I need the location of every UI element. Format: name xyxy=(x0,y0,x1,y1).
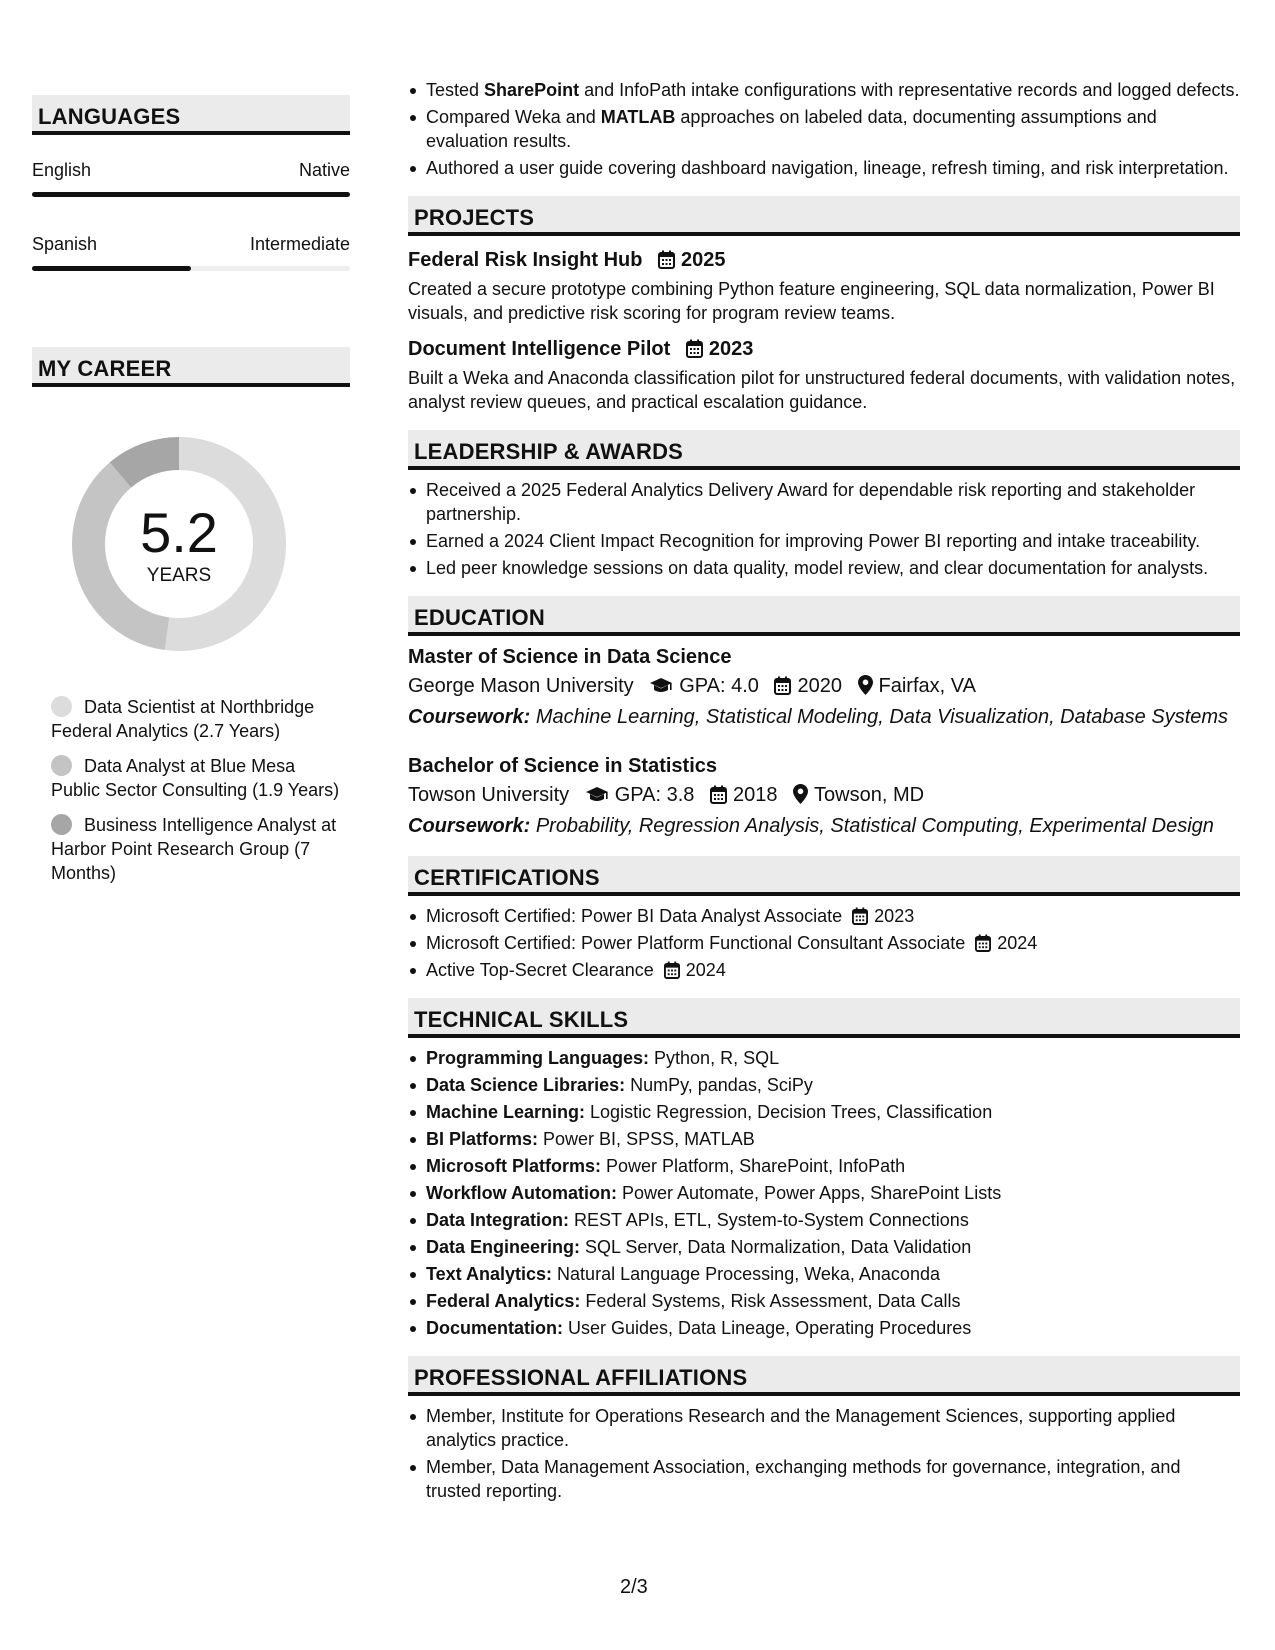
graduation-cap-icon xyxy=(585,786,609,804)
calendar-icon xyxy=(774,676,791,695)
projects-section xyxy=(408,196,1240,414)
skill-values: Power Platform, SharePoint, InfoPath xyxy=(601,1156,906,1176)
career-role-text: Data Analyst at Blue Mesa Public Sector Consulting (1.9 Years) xyxy=(51,756,340,800)
skill-values: NumPy, pandas, SciPy xyxy=(625,1075,813,1095)
languages-heading: LANGUAGES xyxy=(32,95,350,135)
career-total-years: 5.2 xyxy=(140,501,218,564)
certifications-list xyxy=(408,904,1240,982)
calendar-icon xyxy=(658,250,675,269)
certification-year: 2023 xyxy=(874,906,915,926)
skill-values: REST APIs, ETL, System-to-System Connections xyxy=(569,1210,969,1230)
education-heading: EDUCATION xyxy=(408,596,1240,636)
list-item xyxy=(408,958,1240,982)
skill-category: Workflow Automation: xyxy=(426,1183,617,1203)
project-item xyxy=(408,247,1240,325)
skill-item xyxy=(408,1181,1240,1205)
list-item: Earned a 2024 Client Impact Recognition for improving Power BI reporting and intake traceability. xyxy=(408,529,1240,553)
list-item xyxy=(408,904,1240,928)
map-pin-icon xyxy=(793,784,808,804)
skill-values: Natural Language Processing, Weka, Anaconda xyxy=(552,1264,940,1284)
skill-category: Microsoft Platforms: xyxy=(426,1156,602,1176)
graduation-year: 2020 xyxy=(797,675,842,697)
skill-item xyxy=(408,1235,1240,1259)
skills-section xyxy=(408,998,1240,1340)
degree-title: Bachelor of Science in Statistics xyxy=(408,755,717,777)
skill-item xyxy=(408,1316,1240,1340)
skill-item xyxy=(408,1154,1240,1178)
awards-list xyxy=(408,478,1240,580)
career-total-unit: YEARS xyxy=(146,565,212,586)
language-level: Native xyxy=(298,160,350,180)
language-item xyxy=(32,160,350,197)
education-section xyxy=(408,596,1240,840)
gpa: GPA: 3.8 xyxy=(614,784,695,806)
projects-heading: PROJECTS xyxy=(408,196,1240,236)
list-item: Compared Weka and MATLAB approaches on labeled data, documenting assumptions and evaluation results. xyxy=(408,105,1240,153)
skill-item xyxy=(408,1100,1240,1124)
skill-values: Power Automate, Power Apps, SharePoint Lists xyxy=(616,1183,1002,1203)
project-item xyxy=(408,336,1240,414)
skill-values: SQL Server, Data Normalization, Data Validation xyxy=(580,1237,972,1257)
calendar-icon xyxy=(664,961,680,979)
language-level: Intermediate xyxy=(249,234,350,254)
coursework-label: Coursework: xyxy=(408,815,531,837)
skills-list xyxy=(408,1046,1240,1340)
career-role-text: Business Intelligence Analyst at Harbor Point Research Group (7 Months) xyxy=(51,815,337,883)
page-number: 2/3 xyxy=(620,1576,648,1598)
calendar-icon xyxy=(686,339,703,358)
skill-category: Data Science Libraries: xyxy=(426,1075,626,1095)
map-pin-icon xyxy=(858,675,873,695)
school-location: Towson, MD xyxy=(814,784,925,806)
education-item xyxy=(408,753,1240,840)
experience-bullets xyxy=(408,78,1240,180)
certification-name: Active Top-Secret Clearance xyxy=(426,960,654,980)
skill-item xyxy=(408,1127,1240,1151)
skill-category: Data Integration: xyxy=(426,1210,570,1230)
skill-item xyxy=(408,1073,1240,1097)
legend-dot xyxy=(51,814,72,835)
career-legend-item xyxy=(51,754,341,802)
education-item xyxy=(408,644,1240,731)
affiliations-heading: PROFESSIONAL AFFILIATIONS xyxy=(408,1356,1240,1396)
list-item: Led peer knowledge sessions on data quality, model review, and clear documentation for analysts. xyxy=(408,556,1240,580)
project-year: 2025 xyxy=(681,249,726,271)
language-item xyxy=(32,234,350,271)
coursework: Probability, Regression Analysis, Statistical Computing, Experimental Design xyxy=(535,815,1214,837)
certification-name: Microsoft Certified: Power Platform Functional Consultant Associate xyxy=(426,933,966,953)
project-year: 2023 xyxy=(708,338,754,360)
project-description: Created a secure prototype combining Python feature engineering, SQL data normalization, Power BI visuals, and predictive risk scoring for program review teams. xyxy=(408,279,1215,323)
list-item: Authored a user guide covering dashboard navigation, lineage, refresh timing, and risk interpretation. xyxy=(408,156,1240,180)
list-item: Received a 2025 Federal Analytics Delivery Award for dependable risk reporting and stakeholder partnership. xyxy=(408,478,1240,526)
affiliations-list xyxy=(408,1404,1240,1503)
skill-category: Text Analytics: xyxy=(426,1264,553,1284)
list-item xyxy=(408,931,1240,955)
certification-year: 2024 xyxy=(685,960,726,980)
school-location: Fairfax, VA xyxy=(878,675,976,697)
skill-item xyxy=(408,1208,1240,1232)
legend-dot xyxy=(51,755,72,776)
calendar-icon xyxy=(710,785,727,804)
skill-values: User Guides, Data Lineage, Operating Procedures xyxy=(563,1318,972,1338)
calendar-icon xyxy=(975,934,991,952)
skill-category: BI Platforms: xyxy=(426,1129,539,1149)
career-role-text: Data Scientist at Northbridge Federal Analytics (2.7 Years) xyxy=(51,697,315,741)
language-name: English xyxy=(32,160,92,180)
certifications-section xyxy=(408,856,1240,982)
career-heading: MY CAREER xyxy=(32,347,350,387)
list-item: Member, Data Management Association, exchanging methods for governance, integration, and trusted reporting. xyxy=(408,1455,1240,1503)
school-name: George Mason University xyxy=(408,675,634,697)
language-bar xyxy=(32,192,350,197)
graduation-cap-icon xyxy=(649,677,673,695)
skill-item xyxy=(408,1289,1240,1313)
skill-category: Programming Languages: xyxy=(426,1048,650,1068)
degree-title: Master of Science in Data Science xyxy=(408,646,732,668)
language-bar-fill xyxy=(32,192,350,197)
skill-category: Data Engineering: xyxy=(426,1237,581,1257)
language-bar xyxy=(32,266,350,271)
calendar-icon xyxy=(852,907,868,925)
skill-values: Python, R, SQL xyxy=(649,1048,780,1068)
language-bar-fill xyxy=(32,266,191,271)
skill-values: Federal Systems, Risk Assessment, Data Calls xyxy=(580,1291,961,1311)
coursework: Machine Learning, Statistical Modeling, Data Visualization, Database Systems xyxy=(535,706,1229,728)
certification-name: Microsoft Certified: Power BI Data Analyst Associate xyxy=(426,906,843,926)
skill-category: Federal Analytics: xyxy=(426,1291,581,1311)
skill-item xyxy=(408,1046,1240,1070)
school-name: Towson University xyxy=(408,784,570,806)
career-legend xyxy=(51,695,341,885)
gpa: GPA: 4.0 xyxy=(679,675,759,697)
list-item: Tested SharePoint and InfoPath intake configurations with representative records and logged defects. xyxy=(408,78,1240,102)
legend-dot xyxy=(51,696,72,717)
project-title: Federal Risk Insight Hub xyxy=(408,249,643,271)
language-name: Spanish xyxy=(32,234,98,254)
skill-values: Logistic Regression, Decision Trees, Classification xyxy=(585,1102,993,1122)
certifications-heading: CERTIFICATIONS xyxy=(408,856,1240,896)
left-column xyxy=(32,95,350,896)
affiliations-section xyxy=(408,1356,1240,1503)
awards-heading: LEADERSHIP & AWARDS xyxy=(408,430,1240,470)
list-item: Member, Institute for Operations Research and the Management Sciences, supporting applied analytics practice. xyxy=(408,1404,1240,1452)
awards-section xyxy=(408,430,1240,580)
graduation-year: 2018 xyxy=(732,784,778,806)
project-title: Document Intelligence Pilot xyxy=(408,338,671,360)
project-description: Built a Weka and Anaconda classification pilot for unstructured federal documents, with validation notes, analyst review queues, and practical escalation guidance. xyxy=(408,368,1236,412)
career-legend-item xyxy=(51,695,341,743)
skill-category: Machine Learning: xyxy=(426,1102,586,1122)
skills-heading: TECHNICAL SKILLS xyxy=(408,998,1240,1038)
right-column xyxy=(408,78,1240,1503)
career-legend-item xyxy=(51,813,341,885)
skill-category: Documentation: xyxy=(426,1318,563,1338)
certification-year: 2024 xyxy=(997,933,1038,953)
coursework-label: Coursework: xyxy=(408,706,531,728)
career-donut-chart xyxy=(66,431,292,657)
skill-item xyxy=(408,1262,1240,1286)
skill-values: Power BI, SPSS, MATLAB xyxy=(538,1129,755,1149)
